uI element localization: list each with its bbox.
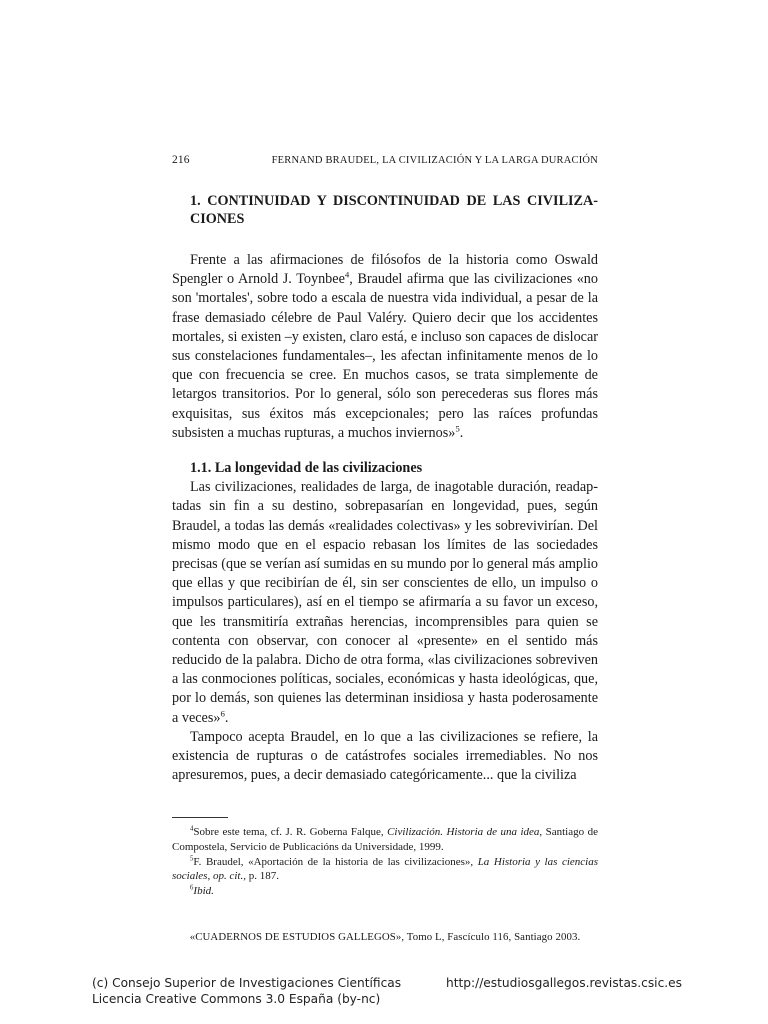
footnote-4-number: 4 [190,825,194,833]
paragraph-1-text-b: , Braudel afirma que las civilizaciones «no son 'mortales', sobre todo a escala de nuestra vida individual, a pesar de la frase demasiado célebre de Paul Valéry. Quiero decir que los accidentes mortales, si existen –y existen, claro está, e incluso son capaces de dislocar sus constelaciones fundamentales–, les afectan infinitamente menos de lo que con frecuencia se cree. En muchos casos, se trata simplemente de letargos transitorios. Por lo general, sólo son perecederas sus flores más exquisitas, sus éxitos más excepcionales; pero las raíces profundas subsisten a muchas rupturas, a muchos inviernos» [172,271,598,441]
paragraph-1-text-a: Frente a las afirmaciones de filósofos de la historia como Oswald Spengler o Arnold J. Toynbee [172,252,598,288]
page-number: 216 [172,154,190,166]
section-heading: 1. CONTINUIDAD Y DISCONTINUIDAD DE LAS CIVILIZACIONES [190,193,598,227]
footnote-5-text-b: , [207,870,213,883]
footnote-6-text: Ibid. [193,884,214,897]
footnote-4-title: Civilización. Historia de una idea [387,826,540,839]
journal-url-link[interactable]: http://estudiosgallegos.revistas.csic.es [445,976,682,990]
footnote-5-title: La Historia y las ciencias sociales [172,855,598,883]
footnote-5 [172,855,598,884]
paragraph-1-end: . [459,424,464,441]
journal-citation: «CUADERNOS DE ESTUDIOS GALLEGOS», Tomo L, Fascículo 116, Santiago 2003. [189,931,581,944]
footnote-4-text-a: Sobre este tema, cf. J. R. Goberna Falque, [193,826,388,839]
running-title: FERNAND BRAUDEL, LA CIVILIZACIÓN Y LA LARGA DURACIÓN [271,155,598,166]
footnote-6-number: 6 [190,884,194,892]
paragraph-2-text: Las civilizaciones, realidades de larga, de inagotable duración, readaptadas sin fin a su destino, sobrepasarían en longevidad, pues, según Braudel, a todas las demás «realidades colectivas» y les sobrevivirían. Del mismo modo que en el espacio rebasan los límites de las sociedades precisas (que se verían así sumidas en su mundo por lo general más amplio que ellas y que recibirían de él, sin ser conscientes de ello, un impulso o impulsos particulares), así en el tiempo se afirmaría a su favor un exceso, que les transmitiría extrañas herencias, incomprensibles para quien se contenta con observar, con conocer al «presente» en el sentido más reducido de la palabra. Dicho de otra forma, «las civilizaciones sobreviven a las conmociones políticas, sociales, económicas y hasta ideológicas, que, por lo demás, son quienes las determinan insidiosa y hasta poderosamente a veces» [172,479,598,726]
footnote-4 [172,825,598,854]
footnote-5-number: 5 [190,855,194,863]
footnote-divider [172,817,228,818]
subsection-heading: 1.1. La longevidad de las civilizaciones [190,460,423,477]
footnote-ref-4[interactable]: 4 [344,269,350,280]
paragraph-2-end: . [224,709,229,726]
license-notice [92,976,401,1007]
running-head [172,154,598,166]
footnote-5-text-a: F. Braudel, «Aportación de la historia de las civilizaciones», [193,855,478,868]
footnote-6 [172,884,598,899]
license-line-1: (c) Consejo Superior de Investigaciones Científicas [92,976,402,990]
footnote-5-text-c: , p. 187. [243,870,279,883]
paragraph-1 [172,251,598,443]
paragraph-3: Tampoco acepta Braudel, en lo que a las civilizaciones se refiere, la existencia de rupturas o de catástrofes sociales irremediables. No nos apresuremos, pues, a decir demasiado categóricamente... que la civiliza [172,728,598,784]
license-line-2: Licencia Creative Commons 3.0 España (by-nc) [92,991,381,1006]
footnote-5-opcit: op. cit. [212,870,244,883]
paragraph-2 [172,478,598,728]
page-body [172,154,598,943]
footnote-4-text-b: , Santiago de Compostela, Servicio de Publicacións da Universidade, 1999. [172,826,598,854]
footnote-ref-5[interactable]: 5 [455,423,460,434]
footnote-ref-6[interactable]: 6 [220,707,225,718]
